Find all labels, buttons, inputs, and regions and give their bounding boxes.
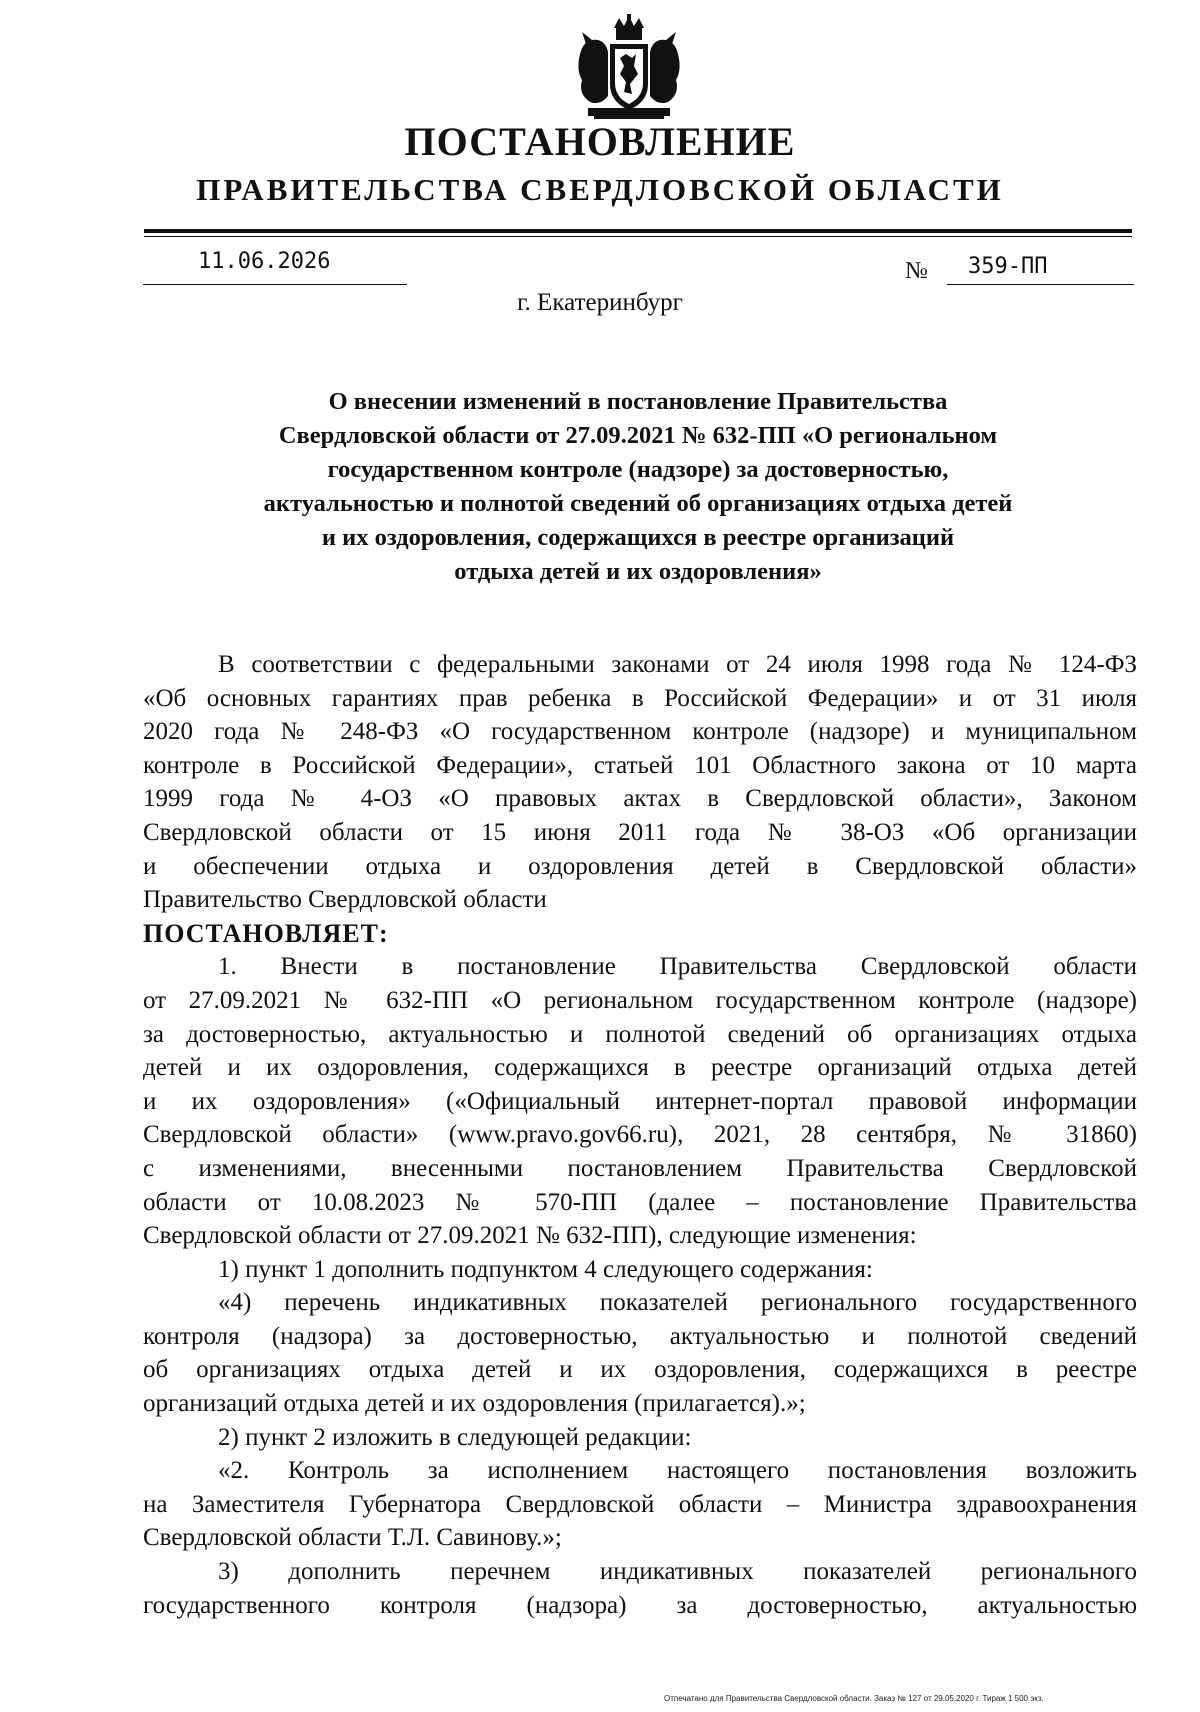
document-number: 359-ПП (968, 254, 1048, 279)
body-line: 1999 года № 4-ОЗ «О правовых актах в Свердловской области», Законом (143, 785, 1137, 813)
body-line: с изменениями, внесенными постановлением Правительства Свердловской (143, 1154, 1137, 1182)
print-footer: Отпечатано для Правительства Свердловской области. Заказ № 127 от 29.05.2020 г. Тираж 1 500 экз. (664, 1694, 1044, 1703)
body-line: «Об основных гарантиях прав ребенка в Российской Федерации» и от 31 июля (143, 684, 1137, 712)
header-divider-thick (144, 229, 1132, 233)
body-line: за достоверностью, актуальностью и полнотой сведений об организациях отдыха (143, 1020, 1137, 1048)
body-line: 3) дополнить перечнем индикативных показателей регионального (218, 1558, 1137, 1586)
body-line: Правительство Свердловской области (143, 886, 547, 914)
document-body (143, 648, 1137, 1622)
document-date: 11.06.2026 (198, 249, 331, 274)
body-line: Свердловской области» (www.pravo.gov66.ru), 2021, 28 сентября, № 31860) (143, 1121, 1137, 1149)
body-line: В соответствии с федеральными законами от 24 июля 1998 года № 124-ФЗ (218, 651, 1137, 678)
body-line: Свердловской области от 27.09.2021 № 632-ПП), следующие изменения: (143, 1222, 917, 1250)
body-line: 2020 года № 248-ФЗ «О государственном контроле (надзоре) и муниципальном (143, 718, 1137, 746)
body-line: «4) перечень индикативных показателей регионального государственного (218, 1289, 1137, 1317)
header-divider-thin (144, 236, 1132, 237)
heading-line: О внесении изменений в постановление Правительства (328, 388, 948, 415)
number-underline (947, 284, 1134, 285)
body-line: «2. Контроль за исполнением настоящего постановления возложить (218, 1457, 1137, 1485)
body-line: государственного контроля (надзора) за достоверностью, актуальностью (143, 1591, 1137, 1619)
body-line: и обеспечении отдыха и оздоровления детей в Свердловской области» (143, 852, 1137, 880)
body-line: и их оздоровления» («Официальный интернет-портал правовой информации (143, 1087, 1137, 1115)
heading-line: отдыха детей и их оздоровления» (454, 558, 822, 585)
body-line: контроля (надзора) за достоверностью, актуальностью и полнотой сведений (143, 1322, 1137, 1350)
heading-line: Свердловской области от 27.09.2021 № 632-ПП «О региональном (278, 422, 998, 449)
body-line: области от 10.08.2023 № 570-ПП (далее – постановление Правительства (143, 1188, 1137, 1216)
body-line: об организациях отдыха детей и их оздоровления, содержащихся в реестре (143, 1356, 1137, 1384)
body-line: контроле в Российской Федерации», статьей 101 Областного закона от 10 марта (143, 751, 1137, 779)
body-line: от 27.09.2021 № 632-ПП «О региональном государственном контроле (надзоре) (143, 986, 1137, 1014)
crown-icon (614, 14, 644, 40)
issuing-authority-title: ПРАВИТЕЛЬСТВА СВЕРДЛОВСКОЙ ОБЛАСТИ (196, 172, 1004, 207)
document-heading (144, 385, 1132, 589)
heading-line: актуальностью и полнотой сведений об организациях отдыха детей (263, 490, 1013, 517)
body-line: детей и их оздоровления, содержащихся в реестре организаций отдыха детей (143, 1054, 1137, 1082)
coat-of-arms-emblem (574, 14, 684, 120)
body-line: организаций отдыха детей и их оздоровления (прилагается).»; (143, 1390, 806, 1418)
resolves-keyword: ПОСТАНОВЛЯЕТ: (143, 918, 389, 948)
heading-line: и их оздоровления, содержащихся в реестре организаций (321, 524, 955, 551)
number-label: № (905, 258, 928, 284)
body-line: 1. Внести в постановление Правительства Свердловской области (218, 953, 1137, 981)
body-line: Свердловской области от 15 июня 2011 года № 38-ОЗ «Об организации (143, 818, 1137, 846)
body-line: 2) пункт 2 изложить в следующей редакции: (218, 1423, 692, 1451)
body-line: на Заместителя Губернатора Свердловской области – Министра здравоохранения (143, 1490, 1137, 1518)
issue-city: г. Екатеринбург (517, 289, 683, 316)
body-line: 1) пункт 1 дополнить подпунктом 4 следующего содержания: (218, 1255, 873, 1283)
heading-line: государственном контроле (надзоре) за достоверностью, (327, 456, 949, 483)
body-line: Свердловской области Т.Л. Савинову.»; (143, 1524, 562, 1552)
document-type-title: ПОСТАНОВЛЕНИЕ (404, 119, 796, 164)
date-underline (143, 284, 407, 285)
